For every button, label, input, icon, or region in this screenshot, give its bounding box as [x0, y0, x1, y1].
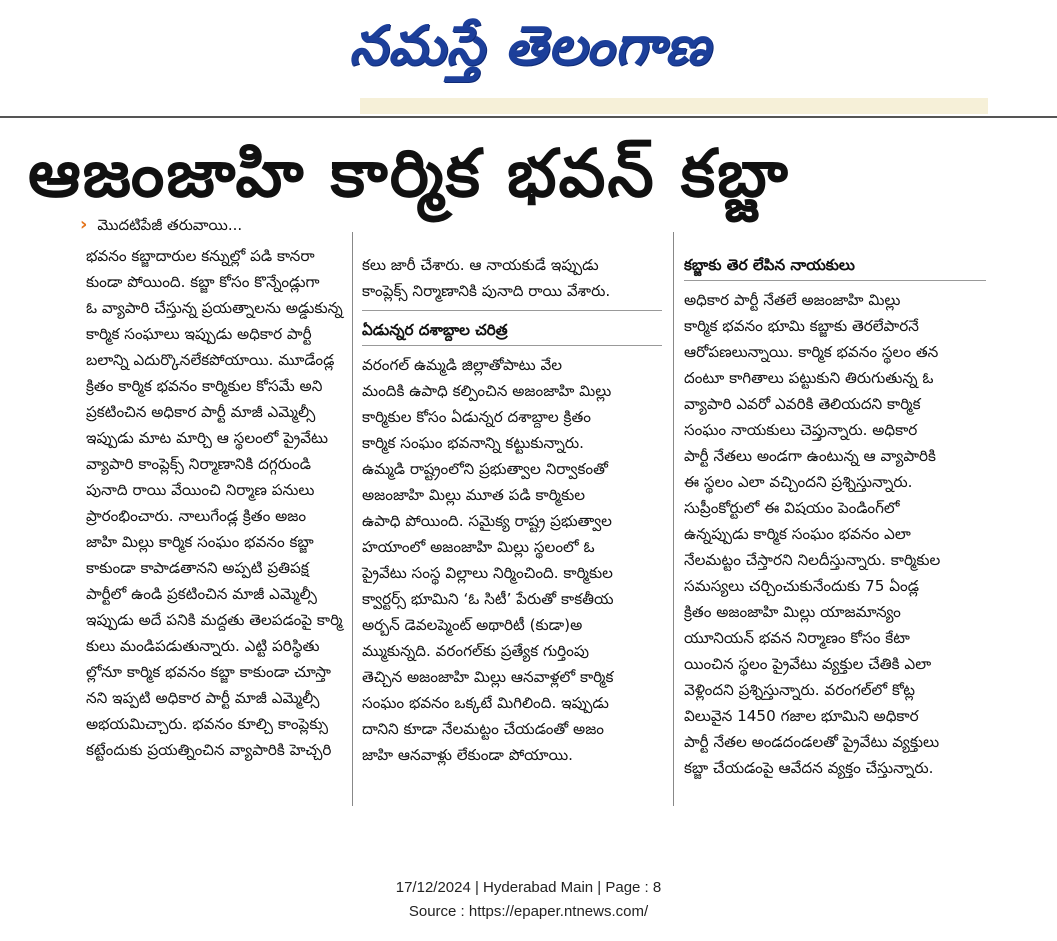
- article-headline: ఆజంజాహి కార్మిక భవన్ కబ్జా: [28, 135, 790, 212]
- footer-date-edition: 17/12/2024 | Hyderabad Main | Page : 8: [395, 879, 662, 896]
- column-2-intro-text: కలు జారీ చేశారు. ఆ నాయకుడే ఇప్పుడు కాంప్లెక్స్ నిర్మాణానికి పునాది రాయి వేశారు.: [362, 256, 611, 300]
- masthead-logo: నమస్తే తెలంగాణ: [349, 14, 711, 77]
- column-divider-2: [673, 232, 674, 806]
- column-1-text: భవనం కబ్జాదారుల కన్నుల్లో పడి కానరా కుండా పోయింది. కబ్జా కోసం కొన్నేండ్లుగా ఓ వ్యాపారి చేస్తున్న ప్రయత్నాలను అడ్డుకున్న కార్మిక సంఘాలు ఇప్పుడు అధికార పార్టీ బలాన్ని ఎదుర్కొనలేకపోయాయి. మూడేండ్ల క్రితం కార్మిక భవనం కార్మికుల కోసమే అని ప్రకటించిన అధికార పార్టీ మాజీ ఎమ్మెల్సీ ఇప్పుడు మాట మార్చి ఆ స్థలంలో ప్రైవేటు వ్యాపారి కాంప్లెక్స్ నిర్మాణానికి దగ్గరుండి పునాది రాయి వేయించి నిర్మాణ పనులు ప్రారంభించారు. నాలుగేండ్ల క్రితం అజం జాహి మిల్లు కార్మిక సంఘం భవనం కబ్జా కాకుండా కాపాడతానని అప్పటి ప్రతిపక్ష పార్టీలో ఉండి ప్రకటించిన మాజీ ఎమ్మెల్సీ ఇప్పుడు అదే పనికి మద్దతు తెలపడంపై కార్మి కులు మండిపడుతున్నారు. ఎట్టి పరిస్థితు ల్లోనూ కార్మిక భవనం కబ్జా కాకుండా చూస్తా నని ఇప్పటి అధికార పార్టీ మాజీ ఎమ్మెల్సీ అభయమిచ్చారు. భవనం కూల్చి కాంప్లెక్సు కట్టేందుకు ప్రయత్నించిన వ్యాపారికి హెచ్చరి: [86, 247, 343, 759]
- masthead-strip: [360, 98, 988, 114]
- subhead-rule: [362, 310, 662, 311]
- kicker: [80, 213, 242, 237]
- column-2-text: వరంగల్ ఉమ్మడి జిల్లాతోపాటు వేల మందికి ఉపాధి కల్పించిన అజంజాహి మిల్లు కార్మికుల కోసం ఏడున్నర దశాబ్దాల క్రితం కార్మిక సంఘం భవనాన్ని కట్టుకున్నారు. ఉమ్మడి రాష్ట్రంలోని ప్రభుత్వాల నిర్వాకంతో అజంజాహి మిల్లు మూత పడి కార్మికుల ఉపాధి పోయింది. సమైక్య రాష్ట్ర ప్రభుత్వాల హయాంలో అజంజాహి మిల్లు స్థలంలో ఓ ప్రైవేటు సంస్థ విల్లాలు నిర్మించింది. కార్మికుల క్వార్టర్స్ భూమిని ‘ఓ సిటీ’ పేరుతో కాకతీయ అర్బన్ డెవలప్మెంట్ అథారిటీ (కుడా)అ మ్ముకున్నది. వరంగల్‌కు ప్రత్యేక గుర్తింపు తెచ్చిన అజంజాహి మిల్లు ఆనవాళ్లలో కార్మిక సంఘం భవనం ఒక్కటే మిగిలింది. ఇప్పుడు దానిని కూడా నేలమట్టం చేయడంతో అజం జాహి ఆనవాళ్లు లేకుండా పోయాయి.: [362, 356, 614, 764]
- column-2-subheading: ఏడున్నర దశాబ్దాల చరిత్ర: [362, 321, 508, 339]
- masthead: [0, 0, 1057, 118]
- article-column-3: [684, 252, 986, 800]
- chevron-right-icon: ›: [80, 214, 88, 235]
- article-column-1: [86, 243, 344, 809]
- kicker-text: మొదటిపేజీ తరువాయి...: [97, 216, 243, 234]
- subhead-rule: [684, 280, 986, 281]
- subhead-rule: [362, 345, 662, 346]
- footer-source: Source : https://epaper.ntnews.com/: [408, 903, 649, 920]
- column-3-subheading: కబ్జాకు తెర లేపిన నాయకులు: [684, 256, 855, 274]
- column-3-text: అధికార పార్టీ నేతలే అజంజాహి మిల్లు కార్మిక భవనం భూమి కబ్జాకు తెరలేపారనే ఆరోపణలున్నాయి. కార్మిక భవనం స్థలం తన దంటూ కాగితాలు పట్టుకుని తిరుగుతున్న ఓ వ్యాపారి ఎవరో ఎవరికి తెలియదని కార్మిక సంఘం నాయకులు చెప్తున్నారు. అధికార పార్టీ నేతలు అండగా ఉంటున్న ఆ వ్యాపారికి ఈ స్థలం ఎలా వచ్చిందని ప్రశ్నిస్తున్నారు. సుప్రీంకోర్టులో ఈ విషయం పెండింగ్‌లో ఉన్నప్పుడు కార్మిక సంఘం భవనం ఎలా నేలమట్టం చేస్తారని నిలదీస్తున్నారు. కార్మికుల సమస్యలు చర్చించుకునేందుకు 75 ఏండ్ల క్రితం అజంజాహి మిల్లు యాజమాన్యం యూనియన్ భవన నిర్మాణం కోసం కేటా యించిన స్థలం ప్రైవేటు వ్యక్తుల చేతికి ఎలా వెళ్లిందని ప్రశ్నిస్తున్నారు. వరంగల్‌లో కోట్ల విలువైన 1450 గజాల భూమిని అధికార పార్టీ నేతల అండదండలతో ప్రైవేటు వ్యక్తులు కబ్జా చేయడంపై ఆవేదన వ్యక్తం చేస్తున్నారు.: [684, 291, 941, 777]
- footer: [0, 876, 1057, 926]
- article-column-2: [362, 252, 662, 800]
- top-divider: [0, 116, 1057, 118]
- column-divider-1: [352, 232, 353, 806]
